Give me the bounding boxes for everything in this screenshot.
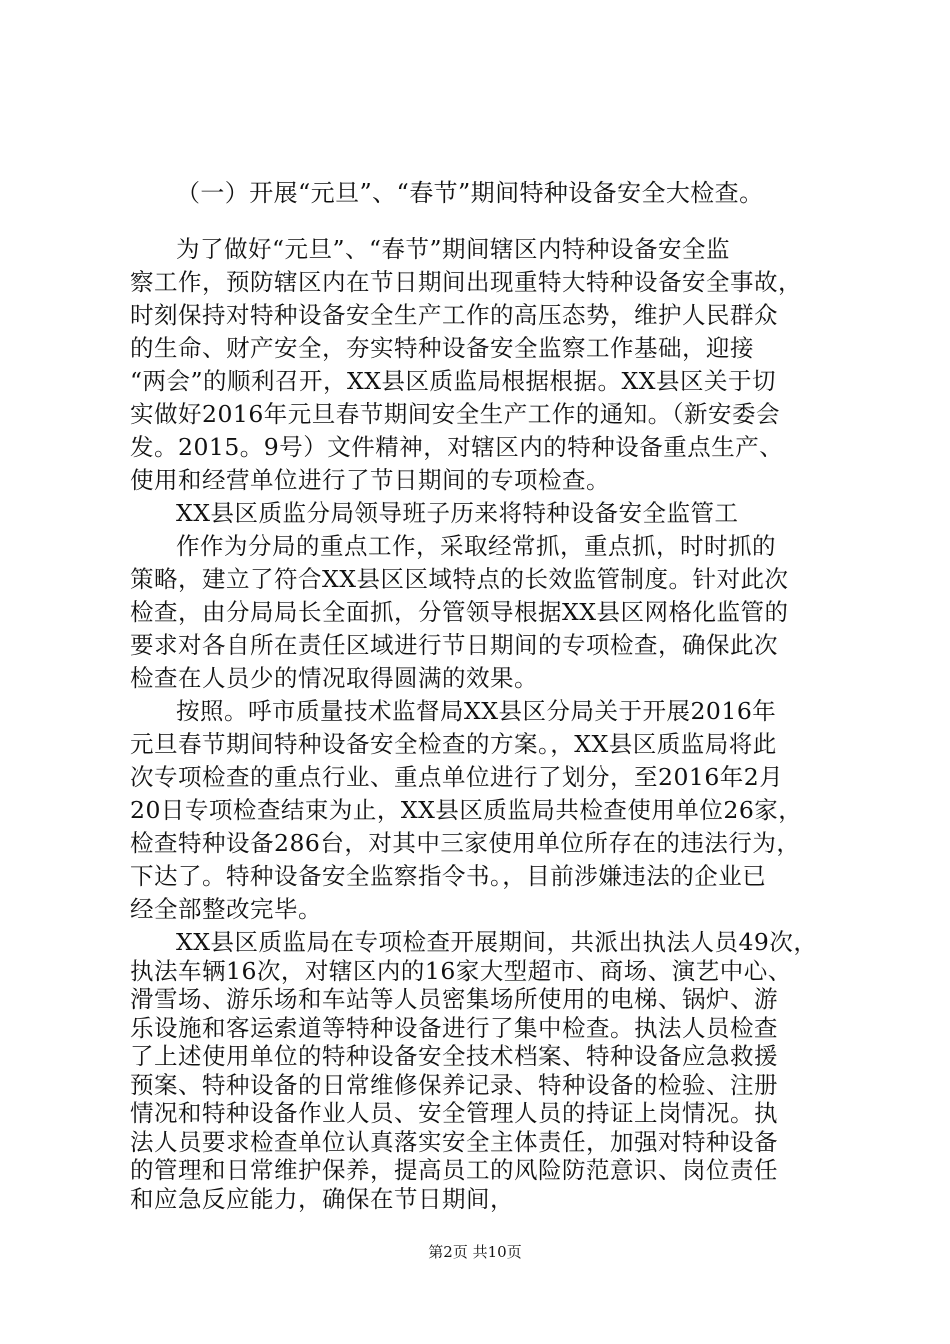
paragraph-3-line-5: 检查特种设备286台，对其中三家使用单位所存在的违法行为， xyxy=(130,829,801,857)
paragraph-1-line-1: 为了做好“元旦”、“春节”期间辖区内特种设备安全监 xyxy=(176,235,731,263)
paragraph-2-line-3: 策略，建立了符合XX县区区域特点的长效监管制度。针对此次 xyxy=(130,565,789,593)
paragraph-4-line-4: 乐设施和客运索道等特种设备进行了集中检查。执法人员检查 xyxy=(130,1013,778,1042)
page-footer: 第2页 共10页 xyxy=(428,1243,522,1261)
paragraph-3-line-6: 下达了。特种设备安全监察指令书。，目前涉嫌违法的企业已 xyxy=(130,862,767,890)
paragraph-4-line-3: 滑雪场、游乐场和车站等人员密集场所使用的电梯、锅炉、游 xyxy=(130,985,778,1013)
paragraph-3-line-1: 按照。呼市质量技术监督局XX县区分局关于开展2016年 xyxy=(176,697,777,725)
paragraph-1-line-3: 时刻保持对特种设备安全生产工作的高压态势，维护人民群众 xyxy=(130,301,778,329)
paragraph-2-line-4: 检查，由分局局长全面抓，分管领导根据XX县区网格化监管的 xyxy=(130,598,789,626)
paragraph-3-line-7: 经全部整改完毕。 xyxy=(130,895,322,923)
paragraph-4-line-8: 法人员要求检查单位认真落实安全主体责任，加强对特种设备 xyxy=(130,1127,778,1156)
paragraph-1-line-6: 实做好2016年元旦春节期间安全生产工作的通知。（新安委会 xyxy=(130,400,781,428)
paragraph-4-line-6: 预案、特种设备的日常维修保养记录、特种设备的检验、注册 xyxy=(130,1070,778,1099)
paragraph-4-line-2: 执法车辆16次，对辖区内的16家大型超市、商场、演艺中心、 xyxy=(130,956,792,985)
paragraph-4-line-10: 和应急反应能力，确保在节日期间， xyxy=(130,1184,514,1213)
paragraph-2-line-2: 作作为分局的重点工作，采取经常抓，重点抓，时时抓的 xyxy=(176,532,776,560)
paragraph-4-line-1: XX县区质监局在专项检查开展期间，共派出执法人员49次， xyxy=(176,928,818,956)
paragraph-1-line-7: 发。2015。9号）文件精神，对辖区内的特种设备重点生产、 xyxy=(130,433,784,461)
paragraph-2-line-5: 要求对各自所在责任区域进行节日期间的专项检查，确保此次 xyxy=(130,631,778,659)
section-heading: （一）开展“元旦”、“春节”期间特种设备安全大检查。 xyxy=(176,179,764,207)
paragraph-4-line-5: 了上述使用单位的特种设备安全技术档案、特种设备应急救援 xyxy=(130,1042,778,1070)
paragraph-2-line-6: 检查在人员少的情况取得圆满的效果。 xyxy=(130,664,538,692)
paragraph-1-line-8: 使用和经营单位进行了节日期间的专项检查。 xyxy=(130,466,610,494)
paragraph-1-line-4: 的生命、财产安全，夯实特种设备安全监察工作基础，迎接 xyxy=(130,334,754,362)
paragraph-2-line-1: XX县区质监分局领导班子历来将特种设备安全监管工 xyxy=(176,499,739,527)
paragraph-1-line-2: 察工作，预防辖区内在节日期间出现重特大特种设备安全事故， xyxy=(130,268,802,296)
paragraph-3-line-2: 元旦春节期间特种设备安全检查的方案。，XX县区质监局将此 xyxy=(130,730,777,758)
paragraph-4-line-7: 情况和特种设备作业人员、安全管理人员的持证上岗情况。执 xyxy=(130,1099,778,1127)
paragraph-3-line-4: 20日专项检查结束为止，XX县区质监局共检查使用单位26家， xyxy=(130,796,803,824)
paragraph-3-line-3: 次专项检查的重点行业、重点单位进行了划分，至2016年2月 xyxy=(130,763,784,791)
paragraph-1-line-5: “两会”的顺利召开，XX县区质监局根据根据。XX县区关于切 xyxy=(130,367,776,395)
paragraph-4-line-9: 的管理和日常维护保养，提高员工的风险防范意识、岗位责任 xyxy=(130,1156,778,1184)
